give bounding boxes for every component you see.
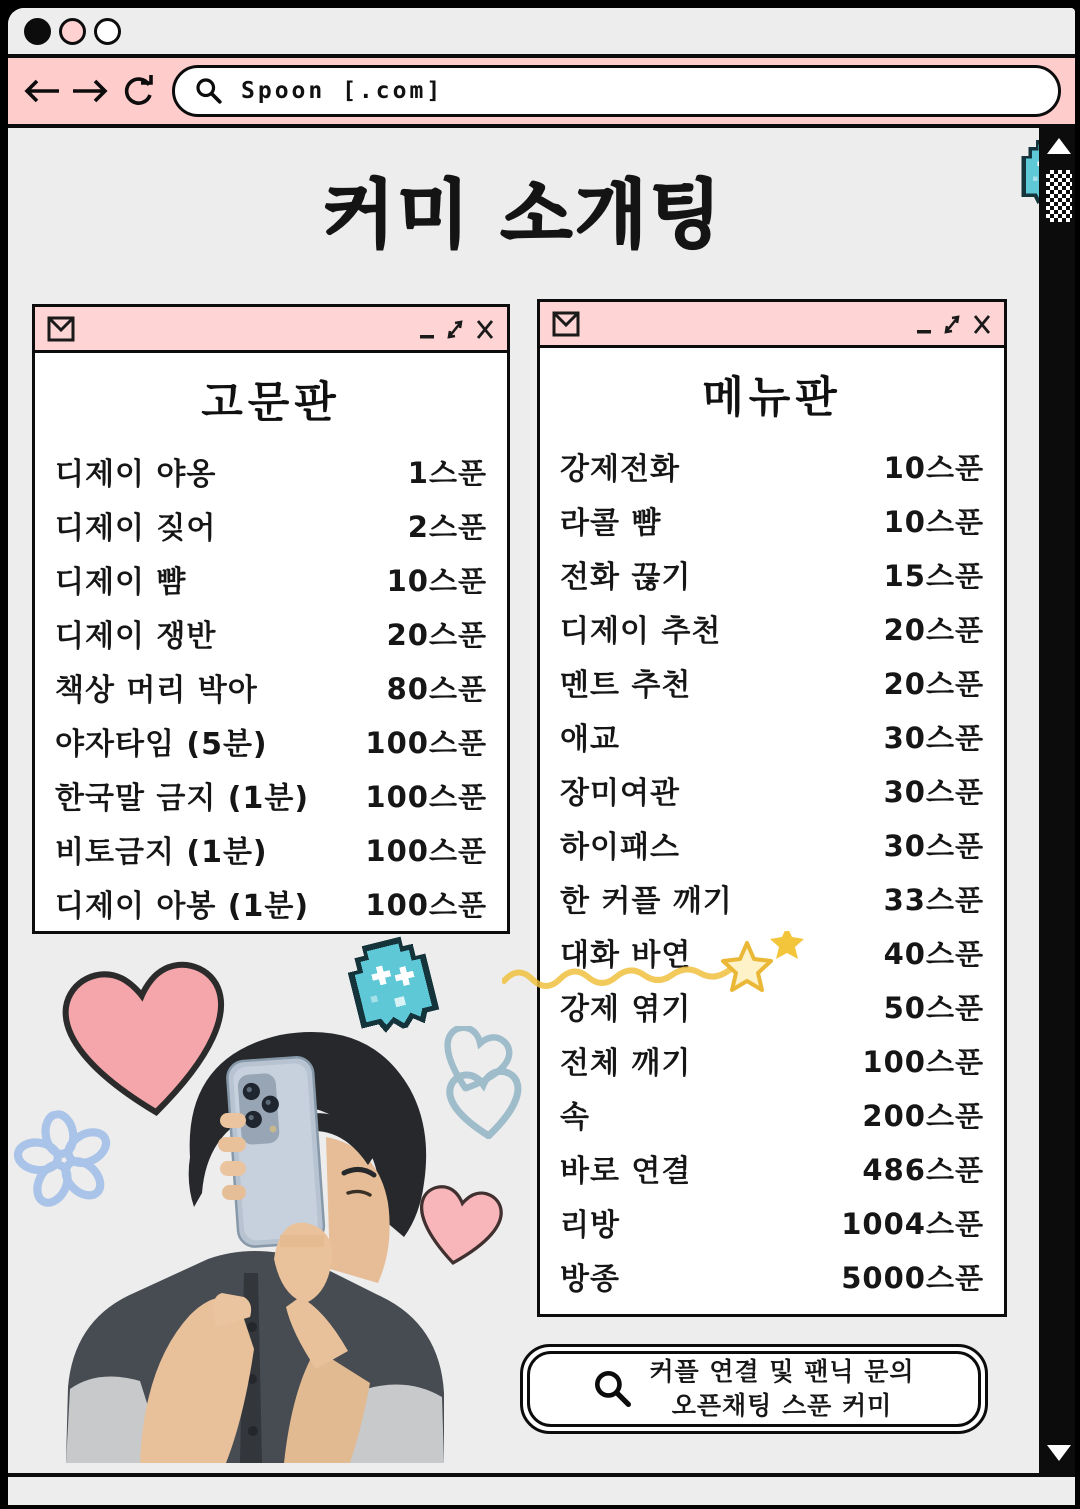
collapse-arrows-icon — [942, 313, 962, 335]
item-price: 20스푼 — [386, 617, 487, 652]
menu-item-row — [560, 547, 984, 601]
traffic-light-zoom-button[interactable] — [94, 18, 121, 45]
resize-button[interactable] — [942, 313, 962, 335]
envelope-icon — [552, 310, 582, 338]
traffic-light-close-button[interactable] — [24, 18, 51, 45]
menu-item-row — [560, 1195, 984, 1249]
item-name: 속 — [560, 1100, 590, 1135]
forward-button[interactable] — [70, 73, 110, 109]
item-name: 바로 연결 — [560, 1154, 692, 1189]
item-price: 486스푼 — [862, 1152, 984, 1187]
browser-window — [8, 8, 1075, 1505]
item-price: 200스푼 — [862, 1098, 984, 1133]
item-name: 디제이 야옹 — [55, 457, 217, 492]
window-panel-gomun — [32, 304, 510, 934]
menu-item-row — [55, 714, 487, 768]
item-name: 장미여관 — [560, 776, 680, 811]
panel-title: 메뉴판 — [702, 373, 842, 423]
resize-button[interactable] — [445, 318, 465, 340]
item-name: 책상 머리 박아 — [55, 673, 258, 708]
item-price: 10스푼 — [386, 563, 487, 598]
contact-line2: 오픈채팅 스푼 커미 — [671, 1391, 893, 1420]
item-price: 30스푼 — [883, 828, 984, 863]
item-price: 80스푼 — [386, 671, 487, 706]
menu-item-row — [560, 871, 984, 925]
panel-titlebar — [35, 307, 507, 353]
item-price: 10스푼 — [883, 504, 984, 539]
menu-item-row — [55, 660, 487, 714]
item-name: 전체 깨기 — [560, 1046, 692, 1081]
refresh-button[interactable] — [118, 73, 158, 109]
item-price: 50스푼 — [883, 990, 984, 1025]
item-price: 15스푼 — [883, 558, 984, 593]
contact-line1: 커플 연결 및 팬닉 문의 — [649, 1357, 915, 1387]
url-text: Spoon [.com] — [241, 78, 444, 104]
scrollbar-thumb[interactable] — [1046, 170, 1072, 222]
item-name: 리방 — [560, 1208, 620, 1243]
menu-item-row — [55, 768, 487, 822]
menu-item-row — [560, 1249, 984, 1303]
minimize-button[interactable] — [419, 318, 435, 340]
item-price: 100스푼 — [862, 1044, 984, 1079]
panel-title: 고문판 — [201, 378, 341, 428]
close-button[interactable] — [972, 313, 992, 335]
menu-item-row — [560, 1087, 984, 1141]
item-name: 방종 — [560, 1262, 620, 1297]
menu-item-row — [560, 439, 984, 493]
item-name: 전화 끊기 — [560, 560, 692, 595]
item-name: 디제이 쟁반 — [55, 619, 217, 654]
item-price: 5000스푼 — [841, 1260, 984, 1295]
menu-item-row — [55, 876, 487, 930]
item-price: 20스푼 — [883, 612, 984, 647]
envelope-icon — [47, 315, 77, 343]
menu-item-row — [560, 817, 984, 871]
menu-item-row — [560, 925, 984, 979]
item-price: 100스푼 — [365, 833, 487, 868]
page-content — [8, 128, 1075, 1473]
item-name: 하이패스 — [560, 830, 680, 865]
url-search-bar[interactable] — [172, 65, 1061, 117]
menu-item-row — [560, 655, 984, 709]
status-bar — [8, 1473, 1075, 1505]
item-price: 2스푼 — [407, 509, 487, 544]
item-price: 100스푼 — [365, 725, 487, 760]
menu-item-row — [55, 606, 487, 660]
item-price: 33스푼 — [883, 882, 984, 917]
item-price: 30스푼 — [883, 720, 984, 755]
menu-item-row — [560, 979, 984, 1033]
search-icon — [593, 1369, 633, 1409]
menu-item-row — [560, 1141, 984, 1195]
menu-item-row — [560, 709, 984, 763]
item-name: 라콜 뺨 — [560, 506, 662, 541]
item-price: 100스푼 — [365, 779, 487, 814]
menu-item-row — [55, 444, 487, 498]
item-name: 디제이 아봉 (1분) — [55, 889, 310, 924]
item-price: 100스푼 — [365, 887, 487, 922]
item-name: 한국말 금지 (1분) — [55, 781, 310, 816]
back-button[interactable] — [22, 73, 62, 109]
scrollbar-track[interactable] — [1039, 128, 1075, 1473]
close-icon — [475, 318, 495, 340]
forward-arrow-icon — [71, 78, 109, 104]
close-button[interactable] — [475, 318, 495, 340]
browser-toolbar — [8, 58, 1075, 128]
menu-list — [35, 440, 507, 930]
item-price: 30스푼 — [883, 774, 984, 809]
item-price: 10스푼 — [883, 450, 984, 485]
scroll-up-button[interactable] — [1047, 138, 1071, 154]
refresh-icon — [121, 75, 155, 107]
item-price: 20스푼 — [883, 666, 984, 701]
panel-titlebar — [540, 302, 1004, 348]
item-price: 1스푼 — [407, 455, 487, 490]
minimize-button[interactable] — [916, 313, 932, 335]
item-name: 야자타임 (5분) — [55, 727, 268, 762]
menu-item-row — [55, 498, 487, 552]
item-name: 강제전화 — [560, 452, 680, 487]
traffic-light-minimize-button[interactable] — [59, 18, 86, 45]
item-name: 멘트 추천 — [560, 668, 692, 703]
item-name: 비토금지 (1분) — [55, 835, 268, 870]
menu-item-row — [55, 552, 487, 606]
item-name: 애교 — [560, 722, 620, 757]
contact-search-pill[interactable] — [520, 1344, 988, 1434]
item-name: 디제이 추천 — [560, 614, 722, 649]
collapse-arrows-icon — [445, 318, 465, 340]
item-name: 강제 엮기 — [560, 992, 692, 1027]
item-price: 1004스푼 — [841, 1206, 984, 1241]
item-name: 대화 바연 — [560, 938, 692, 973]
menu-list — [540, 435, 1004, 1303]
page-title: 커미 소개팅 — [322, 172, 725, 258]
menu-item-row — [560, 601, 984, 655]
browser-titlebar — [8, 8, 1075, 58]
scroll-down-button[interactable] — [1047, 1445, 1071, 1461]
item-name: 디제이 뺨 — [55, 565, 187, 600]
close-icon — [972, 313, 992, 335]
item-name: 디제이 짖어 — [55, 511, 217, 546]
search-icon — [195, 77, 223, 105]
item-price: 40스푼 — [883, 936, 984, 971]
menu-item-row — [560, 763, 984, 817]
back-arrow-icon — [23, 78, 61, 104]
menu-item-row — [560, 493, 984, 547]
item-name: 한 커플 깨기 — [560, 884, 733, 919]
mirror-selfie-photo — [48, 997, 458, 1463]
menu-item-row — [55, 822, 487, 876]
menu-item-row — [560, 1033, 984, 1087]
window-panel-menu — [537, 299, 1007, 1317]
